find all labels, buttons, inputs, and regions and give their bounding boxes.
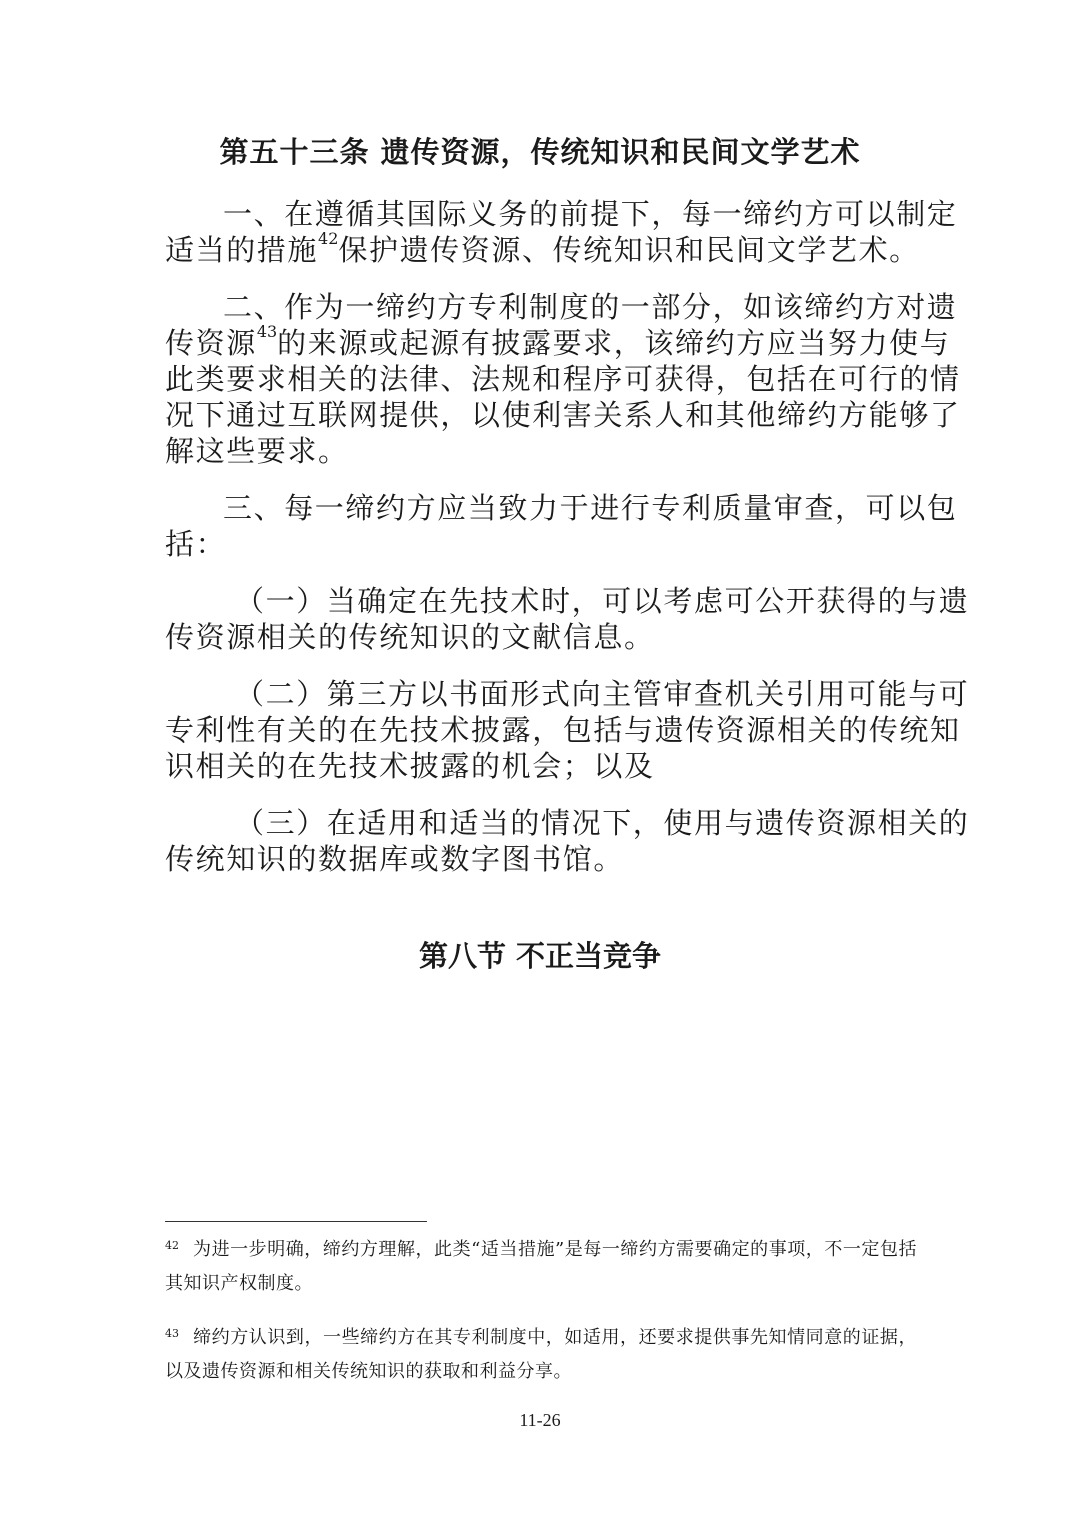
paragraph-2-line-1: 二、作为一缔约方专利制度的一部分，如该缔约方对遗	[223, 290, 958, 324]
list-item-2-line-2: 专利性有关的在先技术披露，包括与遗传资源相关的传统知	[165, 713, 961, 747]
list-item-3-line-1: （三）在适用和适当的情况下，使用与遗传资源相关的	[235, 806, 970, 840]
list-item-2	[165, 676, 970, 784]
footnote-42-line-1	[165, 1234, 917, 1268]
footnote-43-mark: 43	[165, 1327, 179, 1340]
paragraph-1-line-1: 一、在遵循其国际义务的前提下，每一缔约方可以制定	[223, 197, 958, 231]
paragraph-2	[165, 289, 961, 469]
footnote-43	[165, 1322, 917, 1388]
footnote-42-line-2: 其知识产权制度。	[165, 1273, 313, 1294]
list-item-2-line-3: 识相关的在先技术披露的机会；以及	[165, 749, 655, 783]
footnote-42	[165, 1234, 917, 1300]
paragraph-1	[165, 196, 958, 268]
paragraph-2-line-2-text-a: 传资源	[165, 326, 257, 360]
paragraph-1-line-2-text-b: 保护遗传资源、传统知识和民间文学艺术。	[338, 233, 920, 267]
paragraph-2-line-4: 况下通过互联网提供，以使利害关系人和其他缔约方能够了	[165, 398, 961, 432]
list-item-3	[165, 805, 970, 877]
paragraph-1-line-2	[165, 229, 920, 268]
list-item-1-line-1: （一）当确定在先技术时，可以考虑可公开获得的与遗	[235, 584, 970, 618]
paragraph-3-line-2: 括：	[165, 527, 227, 561]
footnote-divider	[165, 1221, 427, 1222]
page-number: 11-26	[519, 1410, 561, 1430]
footnote-43-line-1	[165, 1322, 917, 1356]
paragraph-2-line-5: 解这些要求。	[165, 434, 349, 468]
paragraph-1-line-2-text-a: 适当的措施	[165, 233, 319, 267]
footnote-42-line-1-text: 为进一步明确，缔约方理解，此类“适当措施”是每一缔约方需要确定的事项，不一定包括	[193, 1239, 917, 1260]
paragraph-2-line-2-text-b: 的来源或起源有披露要求，该缔约方应当努力使与	[277, 326, 951, 360]
list-item-1-line-2: 传资源相关的传统知识的文献信息。	[165, 620, 655, 654]
article-title: 第五十三条 遗传资源，传统知识和民间文学艺术	[219, 135, 861, 169]
footnote-43-line-1-text: 缔约方认识到，一些缔约方在其专利制度中，如适用，还要求提供事先知情同意的证据，	[193, 1327, 917, 1348]
paragraph-2-line-2	[165, 322, 951, 361]
list-item-3-line-2: 传统知识的数据库或数字图书馆。	[165, 842, 625, 876]
paragraph-3-line-1: 三、每一缔约方应当致力于进行专利质量审查，可以包	[223, 491, 958, 525]
section-title: 第八节 不正当竞争	[418, 939, 662, 973]
list-item-2-line-1: （二）第三方以书面形式向主管审查机关引用可能与可	[235, 677, 970, 711]
footnote-43-line-2: 以及遗传资源和相关传统知识的获取和利益分享。	[165, 1361, 572, 1382]
article-body	[165, 196, 970, 898]
footnotes	[165, 1234, 917, 1410]
list-item-1	[165, 583, 970, 655]
paragraph-3	[165, 490, 958, 562]
footnote-ref-42[interactable]: 42	[318, 229, 339, 249]
footnote-42-mark: 42	[165, 1239, 179, 1252]
footnote-ref-43[interactable]: 43	[256, 322, 278, 342]
paragraph-2-line-3: 此类要求相关的法律、法规和程序可获得，包括在可行的情	[165, 362, 961, 396]
